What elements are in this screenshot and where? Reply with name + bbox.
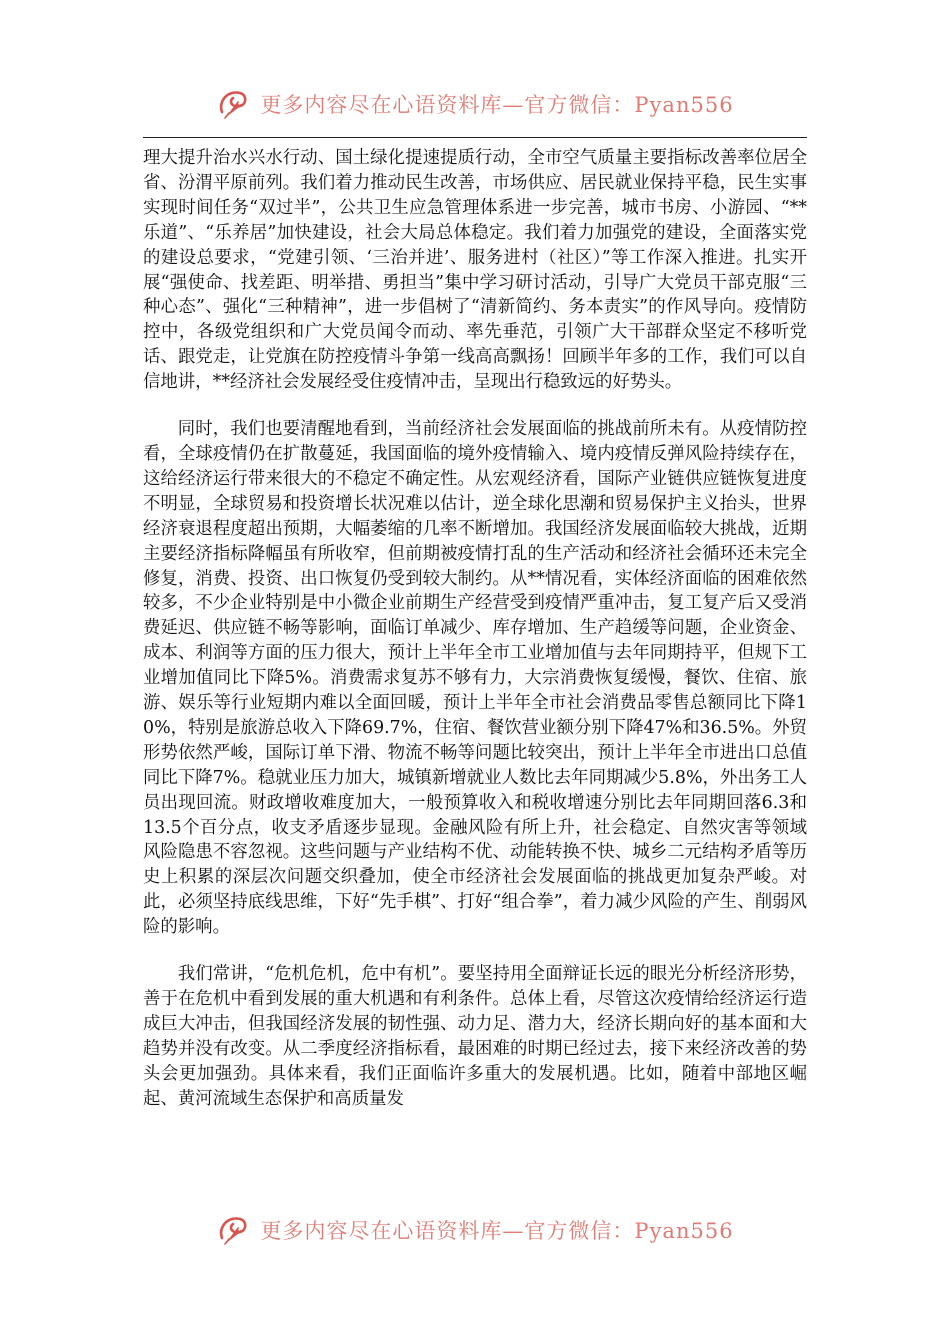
paragraph-2: 同时，我们也要清醒地看到，当前经济社会发展面临的挑战前所未有。从疫情防控看，全球疫情仍在扩散蔓延，我国面临的境外疫情输入、境内疫情反弹风险持续存在，这给经济运行带来很大的不稳定不确定性。从宏观经济看，国际产业链供应链恢复进度不明显，全球贸易和投资增长状况难以估计，逆全球化思潮和贸易保护主义抬头，世界经济衰退程度超出预期，大幅萎缩的几率不断增加。我国经济发展面临较大挑战，近期主要经济指标降幅虽有所收窄，但前期被疫情打乱的生产活动和经济社会循环还未完全修复，消费、投资、出口恢复仍受到较大制约。从**情况看，实体经济面临的困难依然较多，不少企业特别是中小微企业前期生产经营受到疫情严重冲击，复工复产后又受消费延迟、供应链不畅等影响，面临订单减少、库存增加、生产趋缓等问题，企业资金、成本、利润等方面的压力很大，预计上半年全市工业增加值与去年同期持平，但规下工业增加值同比下降5%。消费需求复苏不够有力，大宗消费恢复缓慢，餐饮、住宿、旅游、娱乐等行业短期内难以全面回暖，预计上半年全市社会消费品零售总额同比下降10%，特别是旅游总收入下降69.7%，住宿、餐饮营业额分别下降47%和36.5%。外贸形势依然严峻，国际订单下滑、物流不畅等问题比较突出，预计上半年全市进出口总值同比下降7%。稳就业压力加大，城镇新增就业人数比去年同期减少5.8%，外出务工人员出现回流。财政增收难度加大，一般预算收入和税收增速分别比去年同期回落6.3和13.5个百分点，收支矛盾逐步显现。金融风险有所上升，社会稳定、自然灾害等领域风险隐患不容忽视。这些问题与产业结构不优、动能转换不快、城乡二元结构矛盾等历史上积累的深层次问题交织叠加，使全市经济社会发展面临的挑战更加复杂严峻。对此，必须坚持底线思维，下好“先手棋”、打好“组合拳”，着力减少风险的产生、削弱风险的影响。 — [143, 419, 807, 938]
document-body — [143, 146, 807, 1134]
footer-banner-text: 更多内容尽在心语资料库—官方微信：Pyan556 — [260, 1219, 734, 1243]
pen-nib-swirl-logo-icon — [216, 87, 250, 121]
header-banner — [0, 82, 950, 126]
paragraph-3: 我们常讲，“危机危机，危中有机”。要坚持用全面辩证长远的眼光分析经济形势，善于在危机中看到发展的重大机遇和有利条件。总体上看，尽管这次疫情给经济运行造成巨大冲击，但我国经济发展的韧性强、动力足、潜力大，经济长期向好的基本面和大趋势并没有改变。从二季度经济指标看，最困难的时期已经过去，接下来经济改善的势头会更加强劲。具体来看，我们正面临许多重大的发展机遇。比如，随着中部地区崛起、黄河流域生态保护和高质量发 — [143, 964, 807, 1109]
footer-banner — [0, 1208, 950, 1252]
header-banner-text: 更多内容尽在心语资料库—官方微信：Pyan556 — [260, 93, 734, 117]
paragraph-1: 理大提升治水兴水行动、国土绿化提速提质行动，全市空气质量主要指标改善率位居全省、汾渭平原前列。我们着力推动民生改善，市场供应、居民就业保持平稳，民生实事实现时间任务“双过半”，公共卫生应急管理体系进一步完善，城市书房、小游园、“**乐道”、“乐养居”加快建设，社会大局总体稳定。我们着力加强党的建设，全面落实党的建设总要求，“党建引领、‘三治并进’、服务进村（社区）”等工作深入推进。扎实开展“强使命、找差距、明举措、勇担当”集中学习研讨活动，引导广大党员干部克服“三种心态”、强化“三种精神”，进一步倡树了“清新简约、务本责实”的作风导向。疫情防控中，各级党组织和广大党员闻令而动、率先垂范，引领广大干部群众坚定不移听党话、跟党走，让党旗在防控疫情斗争第一线高高飘扬！回顾半年多的工作，我们可以自信地讲，**经济社会发展经受住疫情冲击，呈现出行稳致远的好势头。 — [143, 148, 807, 393]
pen-nib-swirl-logo-icon — [216, 1213, 250, 1247]
header-divider — [143, 137, 807, 138]
